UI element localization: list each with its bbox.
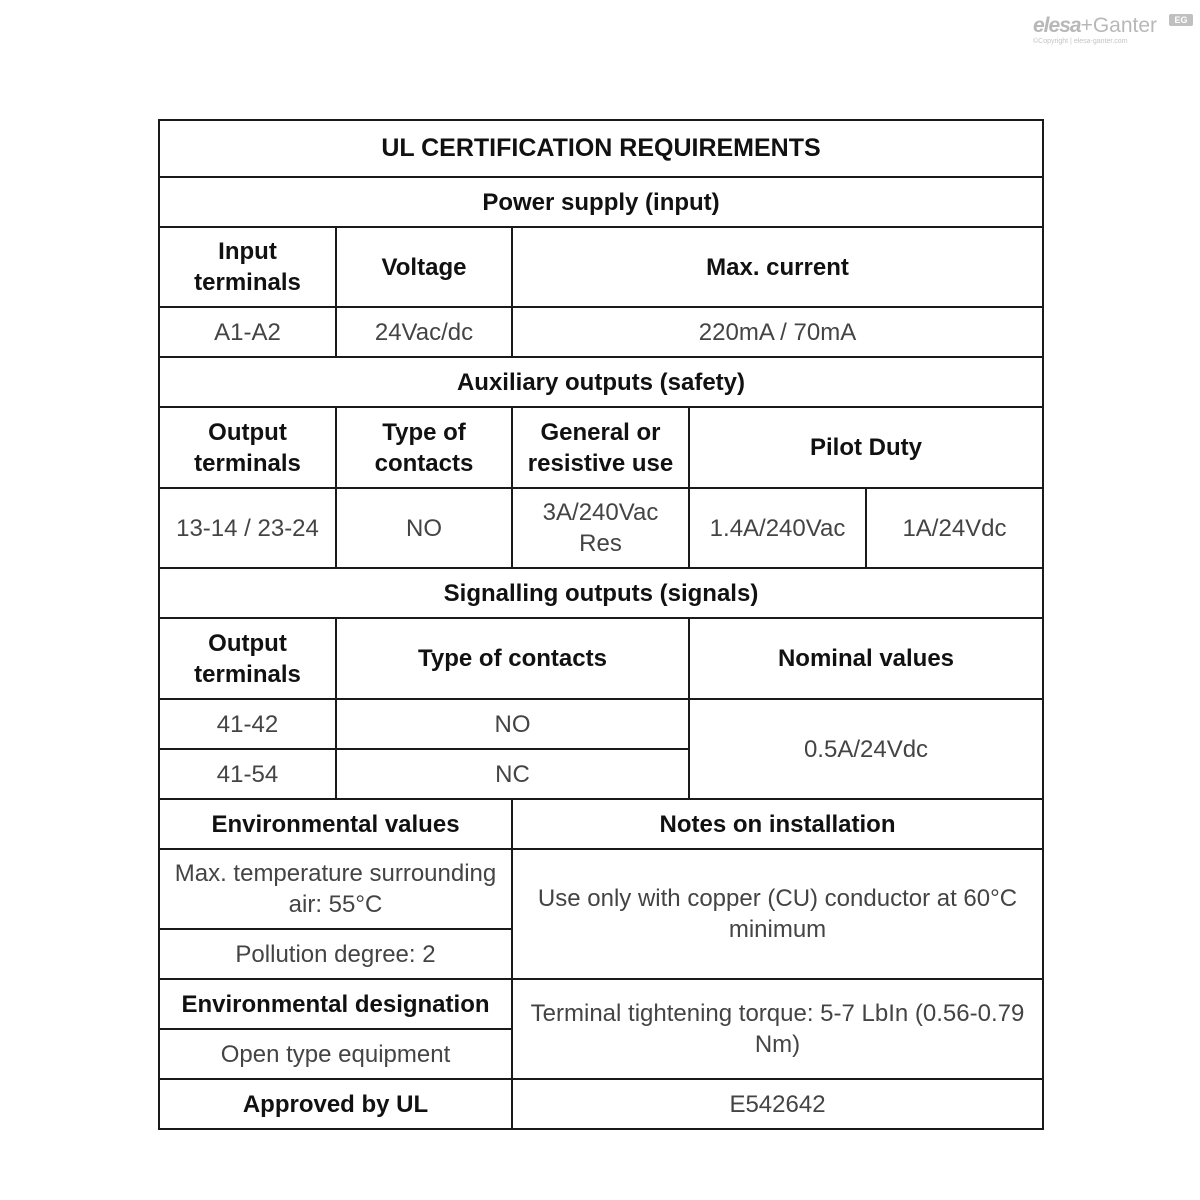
approved-by-ul-label: Approved by UL	[159, 1079, 512, 1129]
sig-contact-2: NC	[336, 749, 689, 799]
designation-heading-row	[159, 979, 1043, 1029]
power-supply-heading: Power supply (input)	[159, 177, 1043, 227]
logo-text-elesa: elesa	[1033, 14, 1081, 37]
power-header-row	[159, 227, 1043, 307]
aux-col-general-use: General or resistive use	[512, 407, 689, 488]
auxiliary-header-row	[159, 407, 1043, 488]
sig-col-output-terminals: Output terminals	[159, 618, 336, 699]
torque-note: Terminal tightening torque: 5-7 LbIn (0.56-0.79 Nm)	[512, 979, 1043, 1079]
aux-col-output-terminals: Output terminals	[159, 407, 336, 488]
power-value-row	[159, 307, 1043, 357]
power-col-input-terminals: Input terminals	[159, 227, 336, 307]
table-title-row	[159, 120, 1043, 177]
logo-wordmark	[1033, 14, 1157, 38]
environmental-designation: Open type equipment	[159, 1029, 512, 1079]
aux-pilot-duty-dc: 1A/24Vdc	[866, 488, 1043, 568]
copper-conductor-note: Use only with copper (CU) conductor at 60°C minimum	[512, 849, 1043, 979]
sig-terminals-1: 41-42	[159, 699, 336, 749]
table-title: UL CERTIFICATION REQUIREMENTS	[159, 120, 1043, 177]
logo-badge: EG	[1169, 14, 1193, 26]
pollution-degree: Pollution degree: 2	[159, 929, 512, 979]
aux-output-terminals: 13-14 / 23-24	[159, 488, 336, 568]
signalling-heading-row	[159, 568, 1043, 618]
aux-col-pilot-duty: Pilot Duty	[689, 407, 1043, 488]
sig-contact-1: NO	[336, 699, 689, 749]
auxiliary-heading-row	[159, 357, 1043, 407]
auxiliary-outputs-heading: Auxiliary outputs (safety)	[159, 357, 1043, 407]
environmental-values-heading: Environmental values	[159, 799, 512, 849]
sig-col-nominal-values: Nominal values	[689, 618, 1043, 699]
ul-file-number: E542642	[512, 1079, 1043, 1129]
signalling-header-row	[159, 618, 1043, 699]
sig-terminals-2: 41-54	[159, 749, 336, 799]
environment-heading-row	[159, 799, 1043, 849]
power-input-terminals: A1-A2	[159, 307, 336, 357]
approval-row	[159, 1079, 1043, 1129]
power-col-max-current: Max. current	[512, 227, 1043, 307]
power-heading-row	[159, 177, 1043, 227]
table-row	[159, 699, 1043, 749]
aux-type-of-contacts: NO	[336, 488, 512, 568]
ul-certification-table	[158, 119, 1044, 1130]
elesa-ganter-logo	[1030, 12, 1195, 46]
max-temperature: Max. temperature surrounding air: 55°C	[159, 849, 512, 929]
power-max-current: 220mA / 70mA	[512, 307, 1043, 357]
installation-notes-heading: Notes on installation	[512, 799, 1043, 849]
aux-general-use: 3A/240Vac Res	[512, 488, 689, 568]
logo-text-plus: +	[1080, 14, 1093, 37]
power-col-voltage: Voltage	[336, 227, 512, 307]
signalling-outputs-heading: Signalling outputs (signals)	[159, 568, 1043, 618]
auxiliary-value-row	[159, 488, 1043, 568]
copyright-text: ©Copyright | elesa-ganter.com	[1033, 38, 1128, 45]
aux-col-type-of-contacts: Type of contacts	[336, 407, 512, 488]
sig-col-type-of-contacts: Type of contacts	[336, 618, 689, 699]
aux-pilot-duty-ac: 1.4A/240Vac	[689, 488, 866, 568]
environment-row-1	[159, 849, 1043, 929]
power-voltage: 24Vac/dc	[336, 307, 512, 357]
logo-text-ganter: Ganter	[1092, 14, 1158, 37]
environmental-designation-heading: Environmental designation	[159, 979, 512, 1029]
sig-nominal-value: 0.5A/24Vdc	[689, 699, 1043, 799]
